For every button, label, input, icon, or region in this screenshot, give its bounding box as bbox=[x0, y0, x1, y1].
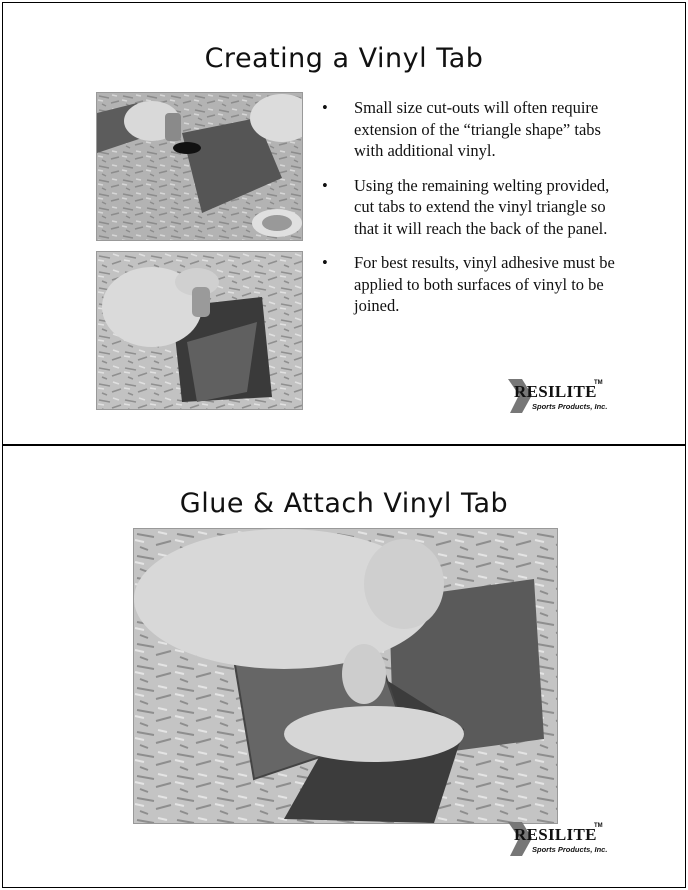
bullet-marker: • bbox=[322, 253, 328, 272]
bullet-item bbox=[321, 97, 621, 162]
resilite-logo bbox=[506, 377, 608, 417]
bullet-list bbox=[321, 97, 621, 330]
slide-title: Creating a Vinyl Tab bbox=[204, 43, 484, 74]
logo-wordmark: RESILITE bbox=[514, 825, 597, 844]
bullet-item bbox=[321, 175, 621, 240]
logo-subtitle: Sports Products, Inc. bbox=[532, 402, 608, 411]
logo-trademark: TM bbox=[594, 823, 603, 829]
slide-title: Glue & Attach Vinyl Tab bbox=[179, 488, 509, 519]
bullet-item bbox=[321, 252, 621, 317]
photo-applying-adhesive bbox=[96, 92, 303, 241]
photo-attaching-vinyl-tab bbox=[133, 528, 558, 824]
slide-creating-vinyl-tab bbox=[2, 2, 686, 445]
logo-trademark: TM bbox=[594, 380, 603, 386]
bullet-text: Small size cut-outs will often require extension of the “triangle shape” tabs with additional vinyl. bbox=[354, 98, 601, 160]
bullet-text: Using the remaining welting provided, cut tabs to extend the vinyl triangle so that it will reach the back of the panel. bbox=[354, 175, 610, 238]
slide-glue-attach-vinyl-tab bbox=[2, 445, 686, 888]
bullet-marker: • bbox=[322, 98, 328, 117]
bullet-marker: • bbox=[322, 175, 328, 195]
photo-gluing-vinyl-tab bbox=[96, 251, 303, 410]
logo-subtitle: Sports Products, Inc. bbox=[532, 845, 608, 854]
resilite-logo bbox=[506, 820, 608, 860]
logo-wordmark: RESILITE bbox=[514, 382, 597, 401]
bullet-text: For best results, vinyl adhesive must be applied to both surfaces of vinyl to be joined. bbox=[354, 253, 615, 315]
